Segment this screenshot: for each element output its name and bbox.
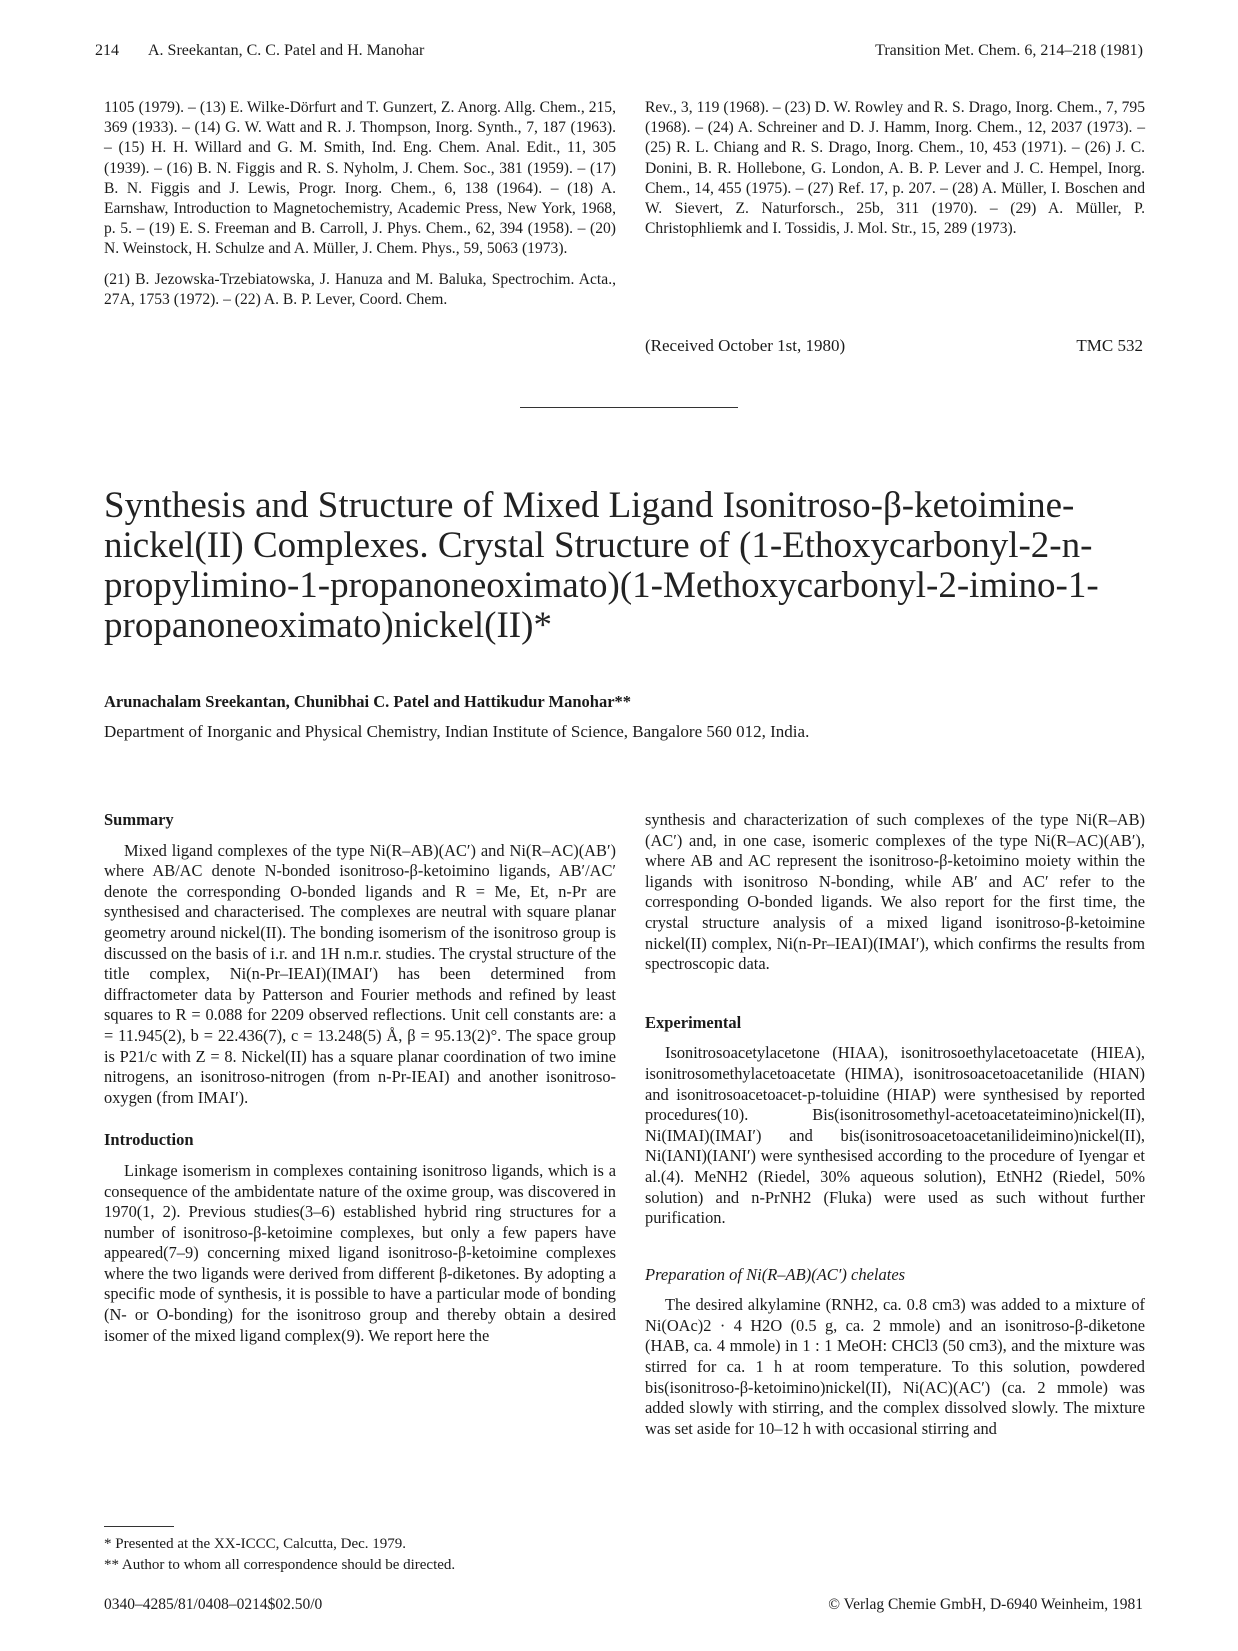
summary-text: Mixed ligand complexes of the type Ni(R–AB)(AC′) and Ni(R–AC)(AB′) where AB/AC denote N-bonded isonitroso-β-ketoimino ligands, AB′/AC′ denote the corresponding O-bonded ligands and R = Me, Et, n-Pr are synthesised and characterised. The complexes are neutral with square planar geometry around nickel(II). The bonding isomerism of the isonitroso group is discussed on the basis of i.r. and 1H n.m.r. studies. The crystal structure of the title complex, Ni(n-Pr–IEAI)(IMAI′) has been determined from diffractometer data by Patterson and Fourier methods and refined by least squares to R = 0.088 for 2209 observed reflections. Unit cell constants are: a = 11.945(2), b = 22.436(7), c = 13.248(5) Å, β = 95.13(2)°. The space group is P21/c with Z = 8. Nickel(II) has a square planar coordination of two imine nitrogens, an isonitroso-nitrogen (from n-Pr-IEAI) and another isonitroso-oxygen (from IMAI′). xyxy=(104,840,616,1107)
introduction-heading: Introduction xyxy=(104,1130,194,1150)
experimental-heading: Experimental xyxy=(645,1012,742,1032)
reference-paragraph: (21) B. Jezowska-Trzebiatowska, J. Hanuza and M. Baluka, Spectrochim. Acta., 27A, 1753 (1972). – (22) A. B. P. Lever, Coord. Chem. xyxy=(104,270,616,308)
references-right-column xyxy=(645,98,1145,239)
reference-paragraph: 1105 (1979). – (13) E. Wilke-Dörfurt and T. Gunzert, Z. Anorg. Allg. Chem., 215, 369 (1933). – (14) G. W. Watt and R. J. Thompson, Inorg. Synth., 7, 187 (1963). – (15) H. H. Willard and G. M. Smith, Ind. Eng. Chem. Anal. Edit., 11, 305 (1939). – (16) B. N. Figgis and R. S. Nyholm, J. Chem. Soc., 381 (1959). – (17) B. N. Figgis and J. Lewis, Progr. Inorg. Chem., 6, 138 (1964). – (18) A. Earnshaw, Introduction to Magnetochemistry, Academic Press, New York, 1968, p. 5. – (19) E. S. Freeman and B. Carroll, J. Phys. Chem., 62, 394 (1958). – (20) N. Weinstock, H. Schulze and A. Müller, J. Chem. Phys., 59, 5063 (1973). xyxy=(104,99,616,258)
preparation-text: The desired alkylamine (RNH2, ca. 0.8 cm3) was added to a mixture of Ni(OAc)2 · 4 H2O (0.5 g, ca. 2 mmole) and an isonitroso-β-diketone (HAB, ca. 4 mmole) in 1 : 1 MeOH: CHCl3 (50 cm3), and the mixture was stirred for ca. 1 h at room temperature. To this solution, powdered bis(isonitroso-β-ketoimino)nickel(II), Ni(AC)(AC′) (ca. 2 mmole) was added slowly with stirring, and the complex dissolved slowly. The mixture was set aside for 10–12 h with occasional stirring and xyxy=(645,1295,1145,1438)
left-column xyxy=(104,810,616,1346)
experimental-text: Isonitrosoacetylacetone (HIAA), isonitrosoethylacetoacetate (HIEA), isonitrosomethylacetoacetate (HIMA), isonitrosoacetoacetanilide (HIAN) and isonitrosoacetoacet-p-toluidine (HIAP) were synthesised by reported procedures(10). Bis(isonitrosomethyl-acetoacetateimino)nickel(II), Ni(IMAI)(IMAI′) and bis(isonitrosoacetoacetanilideimino)nickel(II), Ni(IANI)(IANI′) were synthesised according to the procedure of Iyengar et al.(4). MeNH2 (Riedel, 30% aqueous solution), EtNH2 (Riedel, 50% solution) and n-PrNH2 (Fluka) were used as such without further purification. xyxy=(645,1043,1145,1228)
section-divider xyxy=(520,407,738,408)
page-number: 214 xyxy=(95,42,119,59)
right-column xyxy=(645,810,1145,1439)
footnote-correspondence: ** Author to whom all correspondence should be directed. xyxy=(104,1557,456,1573)
article-code: 0340–4285/81/0408–0214$02.50/0 xyxy=(104,1596,323,1613)
article-title: Synthesis and Structure of Mixed Ligand Isonitroso-β-ketoimine-nickel(II) Complexes. Crystal Structure of (1-Ethoxycarbonyl-2-n-propylimino-1-propanoneoximato)(1-Methoxycarbonyl-2-imino-1-propanoneoximato)nickel(II)* xyxy=(104,485,1099,646)
references-left-column xyxy=(104,98,616,310)
tmc-number: TMC 532 xyxy=(1076,336,1143,355)
footnote-rule xyxy=(104,1526,174,1527)
running-header-journal: Transition Met. Chem. 6, 214–218 (1981) xyxy=(875,42,1143,59)
running-header-authors: A. Sreekantan, C. C. Patel and H. Manohar xyxy=(148,42,425,59)
summary-heading: Summary xyxy=(104,810,174,829)
author-list: Arunachalam Sreekantan, Chunibhai C. Patel and Hattikudur Manohar** xyxy=(104,692,632,711)
received-date: (Received October 1st, 1980) xyxy=(645,336,846,355)
publisher-copyright: © Verlag Chemie GmbH, D-6940 Weinheim, 1981 xyxy=(828,1596,1143,1613)
preparation-heading: Preparation of Ni(R–AB)(AC′) chelates xyxy=(645,1264,906,1284)
reference-paragraph: Rev., 3, 119 (1968). – (23) D. W. Rowley and R. S. Drago, Inorg. Chem., 7, 795 (1968). – (24) A. Schreiner and D. J. Hamm, Inorg. Chem., 12, 2037 (1973). – (25) R. L. Chiang and R. S. Drago, Inorg. Chem., 10, 453 (1971). – (26) J. C. Donini, B. R. Hollebone, G. London, A. B. P. Lever and J. C. Hempel, Inorg. Chem., 14, 455 (1975). – (27) Ref. 17, p. 207. – (28) A. Müller, I. Boschen and W. Sievert, Z. Naturforsch., 25b, 311 (1970). – (29) A. Müller, P. Christophliemk and I. Tossidis, J. Mol. Str., 15, 289 (1973). xyxy=(645,99,1145,238)
affiliation: Department of Inorganic and Physical Chemistry, Indian Institute of Science, Bangalore 560 012, India. xyxy=(104,722,810,741)
introduction-continued: synthesis and characterization of such complexes of the type Ni(R–AB)(AC′) and, in one case, isomeric complexes of the type Ni(R–AC)(AB′), where AB and AC represent the isonitroso-β-ketoimino moiety within the ligands with isonitroso N-bonding, while AB′ and AC′ refer to the corresponding O-bonded ligands. We also report for the first time, the crystal structure analysis of a mixed ligand isonitroso-β-ketoimine nickel(II) complex, Ni(n-Pr–IEAI)(IMAI′), which confirms the results from spectroscopic data. xyxy=(645,810,1145,974)
introduction-text: Linkage isomerism in complexes containing isonitroso ligands, which is a consequence of the ambidentate nature of the oxime group, was discovered in 1970(1, 2). Previous studies(3–6) established hybrid ring structures for a number of isonitroso-β-ketoimine complexes, but only a few papers have appeared(7–9) concerning mixed ligand isonitroso-β-ketoimine complexes where the two ligands were derived from different β-diketones. By adopting a specific mode of synthesis, it is possible to have a particular mode of bonding (N- or O-bonding) for the isonitroso group and thereby obtain a desired isomer of the mixed ligand complex(9). We report here the xyxy=(104,1160,616,1345)
footnote-presented: * Presented at the XX-ICCC, Calcutta, Dec. 1979. xyxy=(104,1536,407,1552)
